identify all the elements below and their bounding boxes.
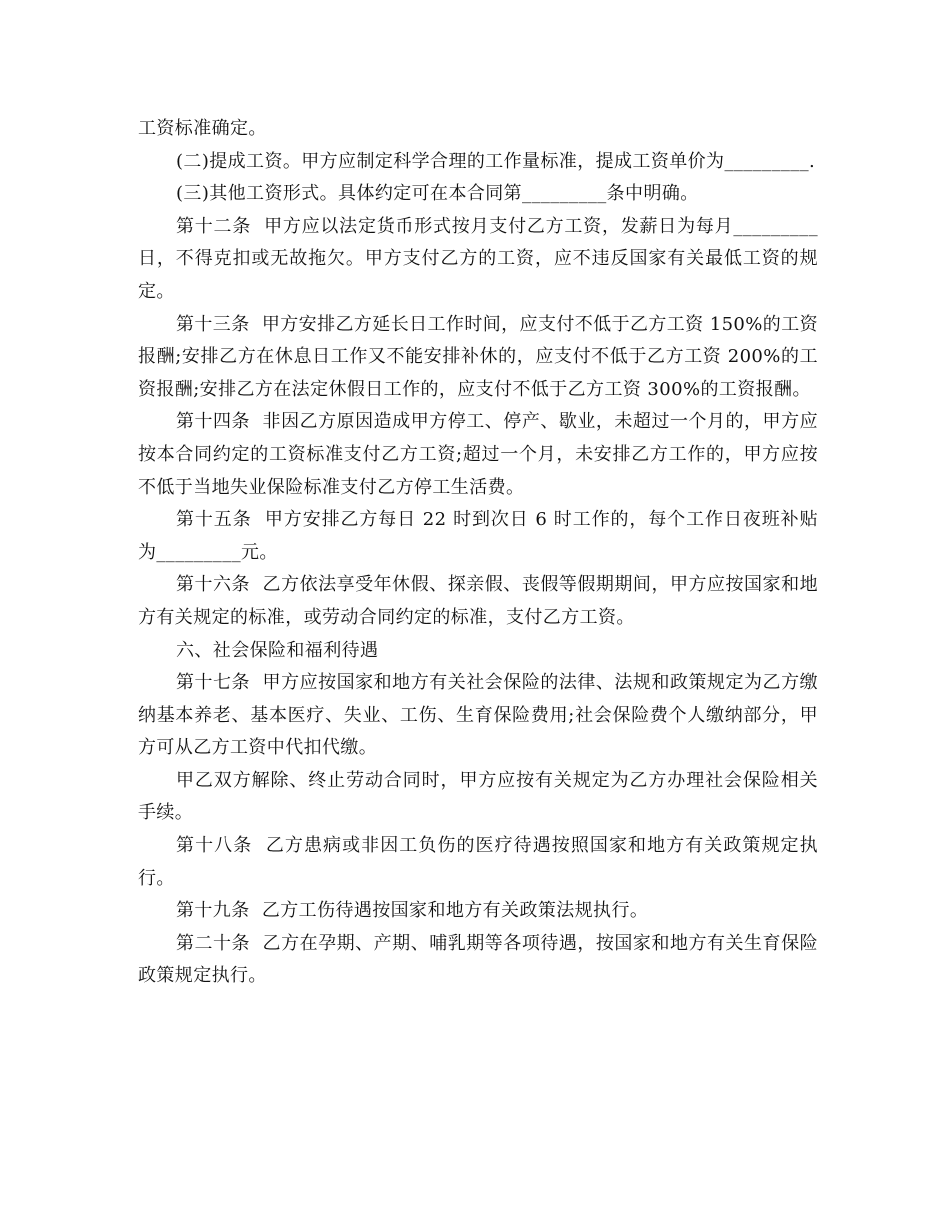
paragraph-other-wage: (三)其他工资形式。具体约定可在本合同第_________条中明确。: [176, 183, 699, 205]
paragraph-contract-termination: 甲乙双方解除、终止劳动合同时，甲方应按有关规定为乙方办理社会保险相关手续。: [138, 769, 818, 824]
paragraph-article-15: 第十五条 甲方安排乙方每日 22 时到次日 6 时工作的，每个工作日夜班补贴为_________元。: [138, 509, 818, 563]
paragraph-article-17: 第十七条 甲方应按国家和地方有关社会保险的法律、法规和政策规定为乙方缴纳基本养老、基本医疗、失业、工伤、生育保险费用;社会保险费个人缴纳部分，甲方可从乙方工资中代扣代缴。: [138, 672, 818, 759]
paragraph-article-16: 第十六条 乙方依法享受年休假、探亲假、丧假等假期期间，甲方应按国家和地方有关规定的标准，或劳动合同约定的标准，支付乙方工资。: [138, 574, 818, 628]
paragraph-article-19: 第十九条 乙方工伤待遇按国家和地方有关政策法规执行。: [176, 900, 649, 922]
section-heading-social-insurance: 六、社会保险和福利待遇: [176, 639, 379, 661]
paragraph-article-12: 第十二条 甲方应以法定货币形式按月支付乙方工资，发薪日为每月_________日，不得克扣或无故拖欠。甲方支付乙方的工资，应不违反国家有关最低工资的规定。: [138, 215, 818, 302]
paragraph-commission-wage: (二)提成工资。甲方应制定科学合理的工作量标准，提成工资单价为_________.: [176, 150, 816, 172]
paragraph-wage-standard: 工资标准确定。: [138, 118, 267, 139]
paragraph-article-13: 第十三条 甲方安排乙方延长日工作时间，应支付不低于乙方工资 150%的工资报酬;安排乙方在休息日工作又不能安排补休的，应支付不低于乙方工资 200%的工资报酬;安排乙方在法定休假日工作的，应支付不低于乙方工资 300%的工资报酬。: [138, 313, 818, 400]
paragraph-article-18: 第十八条 乙方患病或非因工负伤的医疗待遇按照国家和地方有关政策规定执行。: [138, 835, 818, 889]
document-body: [138, 113, 818, 993]
paragraph-article-14: 第十四条 非因乙方原因造成甲方停工、停产、歇业，未超过一个月的，甲方应按本合同约定的工资标准支付乙方工资;超过一个月，未安排乙方工作的，甲方应按不低于当地失业保险标准支付乙方停工生活费。: [138, 411, 818, 498]
paragraph-article-20: 第二十条 乙方在孕期、产期、哺乳期等各项待遇，按国家和地方有关生育保险政策规定执行。: [138, 932, 818, 987]
